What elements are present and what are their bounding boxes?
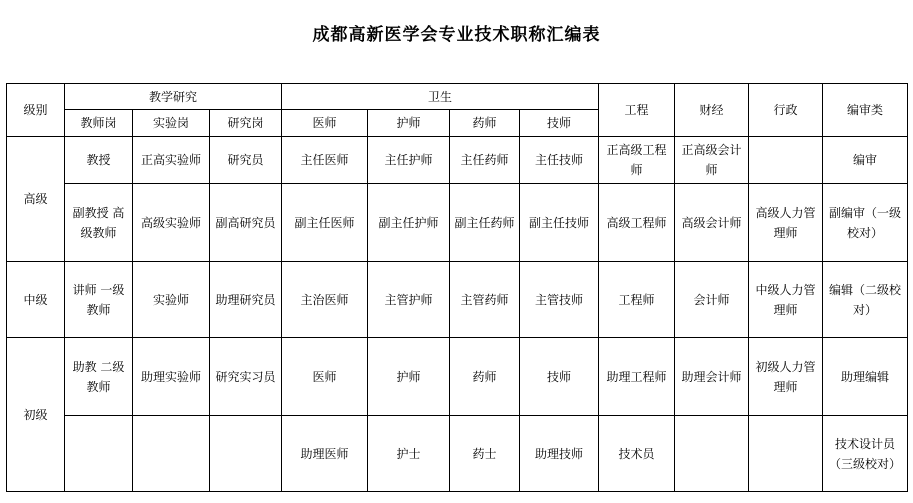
cell <box>210 416 282 492</box>
cell: 助理实验师 <box>133 338 210 416</box>
header-teacher: 教师岗 <box>65 110 133 137</box>
header-tech: 技师 <box>520 110 599 137</box>
cell: 助理研究员 <box>210 262 282 338</box>
header-doctor: 医师 <box>282 110 368 137</box>
cell: 编辑（二级校对） <box>823 262 908 338</box>
header-research: 研究岗 <box>210 110 282 137</box>
cell: 药士 <box>450 416 520 492</box>
cell: 助理编辑 <box>823 338 908 416</box>
senior-full-row <box>7 137 908 184</box>
cell <box>65 416 133 492</box>
cell: 初级人力管理师 <box>749 338 823 416</box>
header-health: 卫生 <box>282 84 599 110</box>
cell: 会计师 <box>675 262 749 338</box>
cell: 助理会计师 <box>675 338 749 416</box>
junior-a-row <box>7 338 908 416</box>
senior-deputy-row <box>7 184 908 262</box>
cell: 副主任医师 <box>282 184 368 262</box>
cell: 副主任技师 <box>520 184 599 262</box>
page-title: 成都高新医学会专业技术职称汇编表 <box>312 25 601 45</box>
title-table <box>6 83 908 492</box>
cell: 副主任护师 <box>368 184 450 262</box>
cell: 编审 <box>823 137 908 184</box>
cell: 研究实习员 <box>210 338 282 416</box>
header-row-1 <box>7 84 908 110</box>
cell: 副主任药师 <box>450 184 520 262</box>
cell: 主任药师 <box>450 137 520 184</box>
header-editing: 编审类 <box>823 84 908 137</box>
header-level: 级别 <box>7 84 65 137</box>
level-senior: 高级 <box>7 137 65 262</box>
cell: 主管药师 <box>450 262 520 338</box>
header-finance: 财经 <box>675 84 749 137</box>
cell: 护师 <box>368 338 450 416</box>
cell: 工程师 <box>599 262 675 338</box>
cell: 中级人力管理师 <box>749 262 823 338</box>
cell: 医师 <box>282 338 368 416</box>
cell: 研究员 <box>210 137 282 184</box>
cell: 副高研究员 <box>210 184 282 262</box>
cell: 高级人力管理师 <box>749 184 823 262</box>
cell: 讲师 一级教师 <box>65 262 133 338</box>
level-junior: 初级 <box>7 338 65 492</box>
cell: 助教 二级教师 <box>65 338 133 416</box>
cell: 副编审（一级校对） <box>823 184 908 262</box>
cell: 护士 <box>368 416 450 492</box>
cell: 副教授 高级教师 <box>65 184 133 262</box>
junior-b-row <box>7 416 908 492</box>
cell: 主管技师 <box>520 262 599 338</box>
cell: 主任医师 <box>282 137 368 184</box>
header-engineering: 工程 <box>599 84 675 137</box>
level-middle: 中级 <box>7 262 65 338</box>
cell: 实验师 <box>133 262 210 338</box>
cell: 药师 <box>450 338 520 416</box>
cell: 高级会计师 <box>675 184 749 262</box>
cell: 正高级会计师 <box>675 137 749 184</box>
header-teaching: 教学研究 <box>65 84 282 110</box>
cell: 助理技师 <box>520 416 599 492</box>
cell: 技术员 <box>599 416 675 492</box>
cell: 助理工程师 <box>599 338 675 416</box>
cell: 高级实验师 <box>133 184 210 262</box>
cell: 正高级工程师 <box>599 137 675 184</box>
cell: 主任护师 <box>368 137 450 184</box>
cell <box>675 416 749 492</box>
cell: 主治医师 <box>282 262 368 338</box>
cell: 技师 <box>520 338 599 416</box>
header-lab: 实验岗 <box>133 110 210 137</box>
cell: 助理医师 <box>282 416 368 492</box>
cell: 正高实验师 <box>133 137 210 184</box>
cell: 主管护师 <box>368 262 450 338</box>
cell <box>749 416 823 492</box>
header-nurse: 护师 <box>368 110 450 137</box>
middle-row <box>7 262 908 338</box>
cell: 技术设计员（三级校对） <box>823 416 908 492</box>
cell <box>133 416 210 492</box>
cell: 教授 <box>65 137 133 184</box>
cell: 高级工程师 <box>599 184 675 262</box>
cell <box>749 137 823 184</box>
header-pharm: 药师 <box>450 110 520 137</box>
cell: 主任技师 <box>520 137 599 184</box>
header-admin: 行政 <box>749 84 823 137</box>
